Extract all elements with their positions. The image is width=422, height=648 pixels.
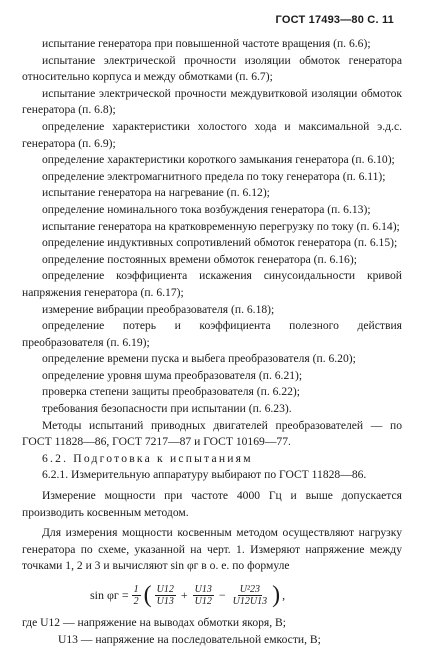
document-body <box>22 36 402 648</box>
paragraph-indirect-method: Для измерения мощности косвенным методом осуществляют нагрузку генератора по схеме, указанной на черт. 1. Измеряют напряжение между точками 1, 2 и 3 и вычисляют sin φг в о. е. по формуле <box>22 526 402 573</box>
page-header: ГОСТ 17493—80 С. 11 <box>275 14 394 26</box>
list-item: измерение вибрации преобразователя (п. 6.18); <box>42 302 275 316</box>
left-paren: ( <box>143 582 152 608</box>
list-item: определение потерь и коэффициента полезного действия преобразователя (п. 6.19); <box>22 319 402 349</box>
formula-lhs: sin φг = <box>90 587 129 602</box>
formula-minus: − <box>218 587 226 602</box>
list-item: испытание генератора на кратковременную перегрузку по току (п. 6.14); <box>42 219 400 233</box>
list-item: испытание электрической прочности междувитковой изоляции обмоток генератора (п. 6.8); <box>22 86 402 117</box>
list-item: определение индуктивных сопротивлений обмоток генератора (п. 6.15); <box>42 236 398 250</box>
formula-term-3: $\frac{\text{U²23}}{U12U13}$ <box>232 583 268 607</box>
list-item: определение уровня шума преобразователя (п. 6.21); <box>42 368 303 382</box>
list-item: испытание генератора на нагревание (п. 6.12); <box>42 186 270 200</box>
formula-term-1: $\frac{U12}{U13}$ <box>156 583 174 607</box>
list-item: определение коэффициента искажения синусоидальности кривой напряжения генератора (п. 6.17); <box>22 269 402 299</box>
formula-term-2: $\frac{U13}{U12}$ <box>194 583 212 607</box>
list-item: определение номинального тока возбуждения генератора (п. 6.13); <box>42 202 371 216</box>
formula-tail: , <box>282 587 286 602</box>
formula-plus: + <box>180 587 188 602</box>
definition-u13: U13 — напряжение на последовательной емкости, В; <box>58 632 321 646</box>
list-item: испытание генератора при повышенной частоте вращения (п. 6.6); <box>42 37 371 50</box>
definition-u12: U12 — напряжение на выводах обмотки якоря, В; <box>40 616 287 629</box>
list-item: определение электромагнитного предела по току генератора (п. 6.11); <box>42 169 386 183</box>
list-item: требования безопасности при испытании (п. 6.23). <box>42 402 292 416</box>
paragraph-power-measurement: Измерение мощности при частоте 4000 Гц и выше допускается производить косвенным методом. <box>22 489 402 519</box>
list-item: проверка степени защиты преобразователя (п. 6.22); <box>42 385 301 399</box>
section-heading: 6.2. Подготовка к испытаниям <box>42 451 253 465</box>
paragraph-6-2-1: 6.2.1. Измерительную аппаратуру выбирают по ГОСТ 11828—86. <box>42 468 367 482</box>
sin-phi-formula <box>90 583 402 607</box>
list-item: определение времени пуска и выбега преобразователя (п. 6.20); <box>42 352 356 366</box>
list-item: определение характеристики холостого хода и максимальной э.д.с. генератора (п. 6.9); <box>22 119 402 150</box>
formula-half: $\frac{1}{2}$ <box>133 583 139 607</box>
list-item: испытание электрической прочности изоляции обмоток генератора относительно корпуса и между обмотками (п. 6.7); <box>22 53 402 84</box>
list-item: определение характеристики короткого замыкания генератора (п. 6.10); <box>42 153 395 167</box>
variable-definitions <box>22 615 402 648</box>
right-paren: ) <box>272 582 281 608</box>
methods-paragraph: Методы испытаний приводных двигателей преобразователей — по ГОСТ 11828—86, ГОСТ 7217—87 и ГОСТ 10169—77. <box>22 418 402 449</box>
list-item: определение постоянных времени обмоток генератора (п. 6.16); <box>42 252 357 266</box>
where-label: где <box>22 616 38 629</box>
